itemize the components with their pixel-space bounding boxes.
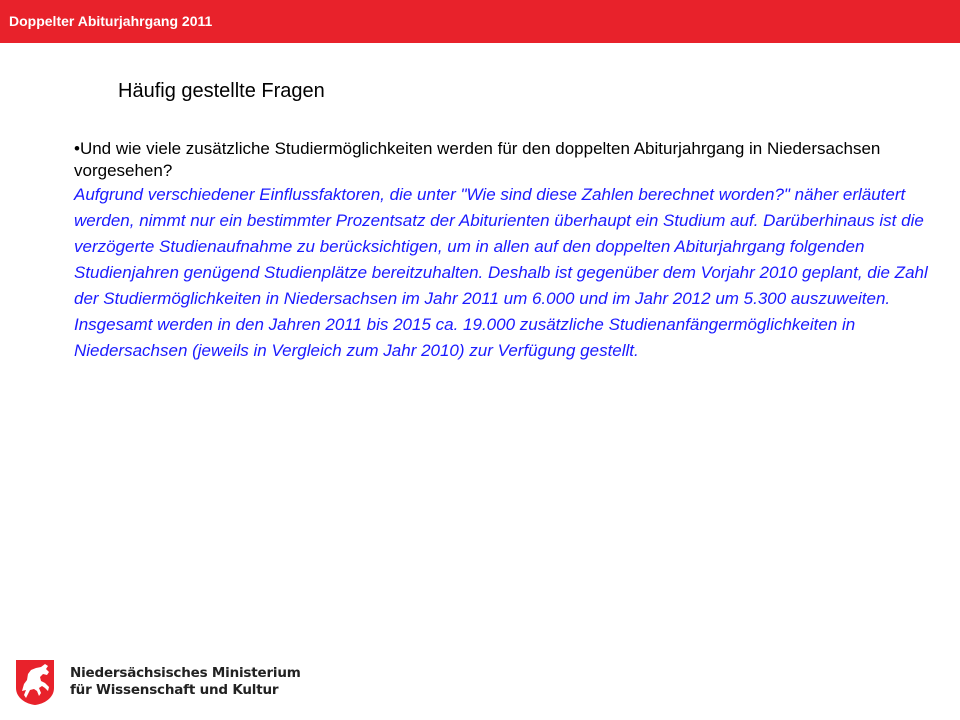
ministry-name <box>70 665 301 699</box>
lower-saxony-horse-icon <box>14 658 56 706</box>
page-title: Häufig gestellte Fragen <box>118 80 325 102</box>
header-title: Doppelter Abiturjahrgang 2011 <box>9 13 213 29</box>
faq-content <box>74 138 934 364</box>
header-bar <box>0 0 960 43</box>
ministry-name-line2: für Wissenschaft und Kultur <box>70 682 279 698</box>
ministry-name-line1: Niedersächsisches Ministerium <box>70 665 301 681</box>
ministry-footer <box>14 658 301 706</box>
faq-question: •Und wie viele zusätzliche Studiermöglichkeiten werden für den doppelten Abiturjahrgang in Niedersachsen vorgesehen? <box>74 139 881 180</box>
faq-answer: Aufgrund verschiedener Einflussfaktoren, die unter "Wie sind diese Zahlen berechnet worden?" näher erläutert werden, nimmt nur ein bestimmter Prozentsatz der Abiturienten überhaupt ein Studium auf. Darüberhinaus ist die verzögerte Studienaufnahme zu berücksichtigen, um in allen auf den doppelten Abiturjahrgang folgenden Studienjahren genügend Studienplätze bereitzuhalten. Deshalb ist gegenüber dem Vorjahr 2010 geplant, die Zahl der Studiermöglichkeiten in Niedersachsen im Jahr 2011 um 6.000 und im Jahr 2012 um 5.300 auszuweiten. Insgesamt werden in den Jahren 2011 bis 2015 ca. 19.000 zusätzliche Studienanfängermöglichkeiten in Niedersachsen (jeweils in Vergleich zum Jahr 2010) zur Verfügung gestellt. <box>74 185 928 360</box>
